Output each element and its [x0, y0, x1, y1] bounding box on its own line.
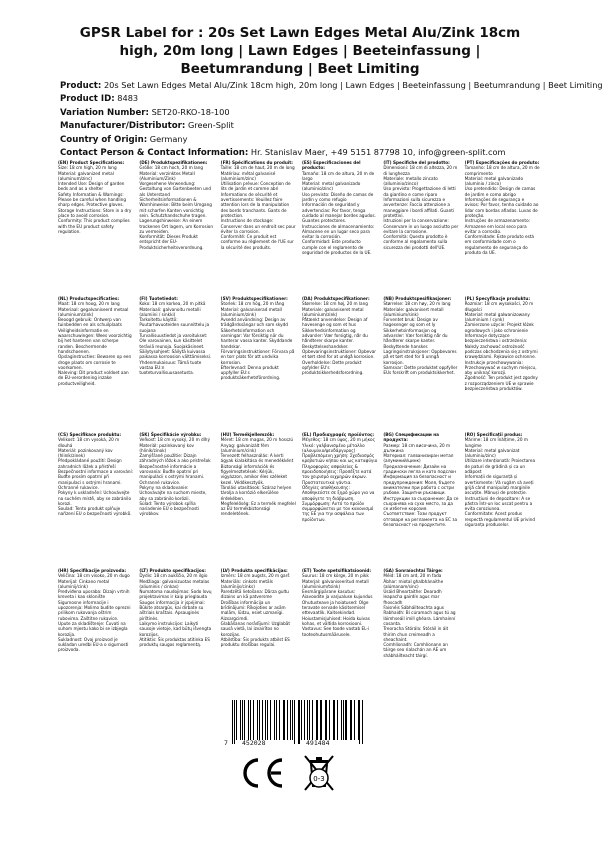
spec-heading: (EN) Product Specifications:	[58, 160, 125, 165]
barcode-bar	[292, 700, 293, 740]
variation-row: Variation Number: SET20-RKO-18-100	[60, 106, 230, 118]
spec-text: Maat: 18 cm hoog, 20 m lang Materiaal: gegalvaniseerd metaal (aluminium/zink) Beoogd gebruik: Ontwerp van tuinbedden en als schuilplaats Veiligheidsinformatie en waarschuwingen: Wees voorzichtig bij het hanteren van scherpe randen. Beschermende handschoenen. Opslaginstructies: Bewaren op een droge plaats om corrosie te voorkomen. Naleving: Dit product voldoet aan de EU-verordening inzake productveiligheid.	[58, 301, 132, 386]
spec-block	[221, 432, 296, 565]
spec-text: Dydis: 18 cm aukščio, 20 m ilgio Medžiaga: galvanizuotas metalas (aliuminis / cinkas) Numatoma naudojimas: Sodo lovų projektavimas ir kaip prieglauda Saugos informacija ir įspėjimai: Būkite atsargūs, kai dirbate su aštriais kraštais. Apsauginės pirštinės. Laikymo instrukcijos: Laikyti sausoje vietoje, kad būtų išvengta korozijos. Atitiktis: Šis produktas atitinka ES produktų saugos reglamentą.	[139, 573, 212, 648]
spec-heading: (LV) Produkta specifikācijas:	[220, 568, 288, 573]
spec-heading: (FI) Tuotetiedot:	[139, 296, 178, 301]
spec-text: Veľkosť: 18 cm vysoký, 20 m dlhý Materiál: pozinkovaný kov (hliník/zinok) Zamýšľané použitie: Dizajn záhradných lôžok a ako prístrešok Bezpečnostné informácie a varovania: Buďte opatrní pri manipulácii s ostrými hranami. Ochranné rukavice. Pokyny na skladovanie: Uchovávajte na suchom mieste, aby sa zabránilo korózii. Súlad: Tento výrobok spĺňa nariadenie EÚ o bezpečnosti výrobkov.	[139, 437, 211, 517]
spec-heading: (RO) Specificații produs:	[464, 432, 523, 437]
spec-heading: (HU) Termékjellemzők:	[220, 432, 275, 437]
spec-text: Dimensioni: 18 cm di altezza, 20 m di lunghezza Materiale: metallo zincato (alluminio/zinco) Uso previsto: Progettazione di letti da giardino e come riparo Informazioni sulla sicurezza e avvertenze: Faccia attenzione a maneggiare i bordi affilati. Guanti protettivi. Istruzioni per la conservazione: Conservare in un luogo asciutto per evitare la corrosione. Conformità: Questo prodotto è conforme al regolamento sulla sicurezza dei prodotti dell'UE.	[383, 165, 459, 250]
barcode-bar	[276, 700, 277, 740]
spec-text: Tamaño: 18 cm de altura, 20 m de largo Material: metal galvanizado (aluminio/zinc) Uso previsto: Diseño de camas de jardín y como refugio Información de seguridad y advertencias: Por favor, tenga cuidado al manejar bordes agudos. Guantes protectores. Instrucciones de almacenamiento: Almacene en un lugar seco para evitar la corrosión. Conformidad: Este producto cumple con el reglamento de seguridad de productos de la UE.	[302, 170, 376, 256]
barcode-bar	[362, 700, 363, 744]
spec-text: Méret: 18 cm magas, 20 m hosszú Anyag: galvanizált fém (alumínium/cink) Tervezett felhasználás: A kerti ágyak kialakítása és menedékként Biztonsági információk és figyelmeztetések: Kérjük, vigyázzon, amikor éles széleket kezel. Védőkesztyűk. Tárolási utasítások: Száraz helyen tárolja a korrózió elkerülése érdekében. Megfelelőség: Ez a termék megfelel az EU termékbiztonsági rendeletének.	[220, 437, 296, 517]
spec-block	[383, 568, 458, 701]
manufacturer-row: Manufacturer/Distributor: Green-Split	[60, 120, 234, 132]
spec-block	[139, 432, 214, 565]
spec-block	[383, 296, 458, 429]
barcode-bar	[317, 700, 318, 740]
barcode-bar	[290, 700, 291, 740]
spec-text: Размер: 18 cm височина, 20 m дължина Материал: галванизиран метал (алуминий/цинк) Предназначение: Дизайн на градински легла и като подслон Информация за безопасност и предупреждения: Моля, бъдете внимателни при работа с остри ръбове. Защитни ръкавици. Инструкции за съхранение: Да се съхранява на сухо място, за да се избегне корозия. Съответствие: Този продукт отговаря на регламента на ЕС за безопасност на продуктите.	[383, 442, 459, 528]
spec-heading: (EL) Προδιαγραφές προϊόντος:	[302, 432, 375, 437]
spec-text: Größe: 18 cm hoch, 20 m lang Material: verzinktes Metall (Aluminium/Zink) Vorgesehene Verwendung: Gestaltung von Gartenbeeten und als Unterstand Sicherheitsinformationen & Warnhinweise: Bitte beim Umgang mit scharfen Kanten vorsichtig sein. Schutzhandschuhe tragen. Lagerungshinweise: An einem trockenen Ort lagern, um Korrosion zu vermeiden. Konformität: Dieses Produkt entspricht der EU-Produktsicherheitsverordnung.	[139, 165, 214, 250]
barcode-bar	[309, 700, 310, 740]
barcode-bar	[345, 700, 347, 740]
spec-heading: (IT) Specifiche del prodotto:	[383, 160, 450, 165]
barcode-bar	[343, 700, 344, 740]
spec-block	[221, 160, 296, 293]
spec-text: Taille: 18 cm de haut, 20 m de long Matériau: métal galvanisé (aluminium/zinc) Utilisation prévue: Conception de lits de jardin et comme abri Informations de sécurité et avertissements: Veuillez faire attention lors de la manipulation des bords tranchants. Gants de protection. Instructions de stockage: Conserver dans un endroit sec pour éviter la corrosion. Conformité: Ce produit est conforme au règlement de l'UE sur la sécurité des produits.	[220, 165, 296, 250]
barcode-digit-first: 7	[224, 739, 228, 747]
specifications-grid	[58, 160, 540, 701]
spec-block	[383, 432, 458, 565]
barcode-digits-left: 452028	[242, 739, 266, 747]
contact-row: Contact Person & Contact Information: Hr. Stanislav Maer, +49 5151 87798 10, info@green-split.com	[60, 147, 506, 159]
spec-heading: (PT) Especificações do produto:	[464, 160, 540, 165]
barcode-bar	[294, 700, 295, 744]
product-row: Product: 20s Set Lawn Edges Metal Alu/Zink 18cm high, 20m long | Lawn Edges | Beeteinfassung | Beetumrandung | Beet Limiting	[60, 80, 603, 91]
barcode-bar	[234, 700, 235, 744]
barcode-bar	[265, 700, 266, 740]
spec-block	[302, 568, 377, 701]
spec-heading: (SV) Produktspecifikationer:	[220, 296, 288, 301]
spec-heading: (HR) Specifikacije proizvoda:	[58, 568, 127, 573]
barcode-bar	[333, 700, 334, 740]
spec-text: Størrelse: 18 cm høj, 20 m lang Materiale: galvaniseret metal (aluminium/zink) Påtænkt anvendelse: Design af havesenge og som et hus Sikkerhedsinformation og advarsler: Vær forsigtig, når du håndterer skarpe kanter. Beskyttelseshandsker. Opbevaringsinstruktioner: Opbevar et tørt sted for at undgå korrosion. Overholdelse: Dette produkt opfylder EU's produktsikkerhedsforordning.	[302, 301, 376, 376]
barcode-bar	[259, 700, 260, 740]
barcode-bar	[337, 700, 338, 740]
barcode-bar	[320, 700, 322, 740]
spec-block	[302, 160, 377, 293]
spec-heading: (DA) Produktspecifikationer:	[302, 296, 370, 301]
spec-block	[139, 568, 214, 701]
spec-heading: (ET) Toote spetsifikatsioonid:	[302, 568, 372, 573]
spec-block	[58, 432, 133, 565]
barcode-bar	[312, 700, 313, 740]
spec-heading: (LT) Produkto specifikacijos:	[139, 568, 206, 573]
barcode-bar	[283, 700, 284, 740]
barcode-bar	[279, 700, 280, 740]
spec-block	[221, 296, 296, 429]
barcode-bar	[253, 700, 254, 740]
spec-block	[58, 296, 133, 429]
spec-text: Méid: 18 cm ard, 20 m fada Ábhar: miotal ghalbhánaithe (alúmanam/sinc) Úsáid Bheartaithe: Dearadh leapacha gairdín agus mar fhoscadh Faisnéis Sábháilteachta agus Rabhaidh: Bí cúramach agus tú ag láimhseáil imill ghéara. Lámhainní cosanta. Treoracha Stórála: Stóráil in áit thirim chun creimeadh a sheachaint. Comhlíonadh: Comhlíonann an táirge seo rialachán an AE um shábháilteacht táirgí.	[383, 573, 456, 658]
spec-block	[465, 296, 540, 429]
barcode-bar	[354, 700, 355, 740]
barcode-bar	[242, 700, 243, 740]
spec-heading: (GA) Sonraíochtaí Táirge:	[383, 568, 443, 573]
spec-block	[465, 160, 540, 293]
spec-text: Storlek: 18 cm hög, 20 m lång Material: galvaniserad metall (aluminium/zink) Avsedd användning: Design av trädgårdssängar och som skydd Säkerhetsinformation och varningar: Var försiktig när du hanterar vassa kanter. Skyddande handskar. Förvaringsinstruktioner: Förvara på en torr plats för att undvika korrosion. Efterlevnad: Denna produkt uppfyller EU:s produktsäkerhetsförordning.	[220, 301, 295, 381]
spec-text: Velikost: 18 cm vysoká, 20 m dlouhá Materiál: pozinkovaný kov (hliník/zinek) Předpokládané použití: Design zahradních lůžek a přístřeší Bezpečnostní informace a varování: Buďte prosím opatrní při manipulaci s ostrými hranami. Ochranné rukavice. Pokyny k uskladnění: Uchovávejte na suchém místě, aby se zabránilo korozi. Soulad: Tento produkt splňuje nařízení EU o bezpečnosti výrobků.	[58, 437, 134, 517]
spec-text: Rozmiar: 18 cm wysokości, 20 m długości Materiał: metal galwanizowany (aluminium / cynk) Zamierzone użycie: Projekt łóżek ogrodowych i jako schronienie Informacje dotyczące bezpieczeństwa i ostrzeżenia: Należy zachować ostrożność podczas obchodzenia się z ostrymi krawędziami. Rękawice ochronne. Instrukcje przechowywania: Przechowywać w suchym miejscu, aby uniknąć korozji. Zgodność: Ten produkt jest zgodny z rozporządzeniem UE w sprawie bezpieczeństwa produktów.	[464, 301, 538, 392]
spec-text: Izmērs: 18 cm augsts, 20 m garš Materiāls: cinkots metāls (alumīnijs/cinks) Paredzētā lietošana: Dārza gultu dizains un kā patversme Drošības informācija un brīdinājumi: Rīkojoties ar asām malām, lūdzu, esiet uzmanīgi. Aizsargcimdi. Glabāšanas norādījumi: Uzglabāt sausā vietā, lai izvairītos no korozijas. Atbilstība: Šis produkts atbilst ES produktu drošības regulai.	[220, 573, 290, 648]
spec-block	[302, 432, 377, 565]
spec-text: Mărime: 18 cm înălțime, 20 m lungime Material: metal galvanizat (aluminiu/zinc) Utilizare intenționată: Proiectarea de paturi de grădină și ca un adăpost Informații de siguranță și avertismente: Vă rugăm să aveți grijă când manipulați marginile ascuțite. Mănuși de protecție. Instrucțiuni de depozitare: A se păstra într-un loc uscat pentru a evita coroziunea. Conformitate: Acest produs respectă regulamentul UE privind siguranța produselor.	[464, 437, 536, 528]
barcode-bar	[304, 700, 305, 740]
barcode-bar	[262, 700, 263, 740]
barcode-bar	[232, 700, 233, 744]
barcode-bar	[287, 700, 288, 740]
barcode-bar	[236, 700, 237, 740]
spec-text: Suurus: 18 cm kõrge, 20 m pikk Materjal: galvaniseeritud metall (alumiinium/tsink) Eesmärgipärane kasutus: Aiavoodite ja varjualuse kujundus Ohutusteave ja hoiatused: Olge teravate servade käsitsemisel ettevaatlik. Kaitsekindad. Hoiustamisjuhised: Hoida kuivas kohas, et vältida korrosiooni. Vastavus: See toode vastab EL-i tooteohutusmäärusele.	[302, 573, 373, 637]
barcode-digits-right: 491484	[306, 739, 330, 747]
spec-block	[58, 568, 133, 701]
spec-text: Μέγεθος: 18 cm ύψος, 20 m μήκος Υλικό: γαλβανισμένο μέταλλο (αλουμίνιο/ψευδάργυρος) Προβλεπόμενη χρήση: Σχεδιασμός κρεβατιών κήπου και ως καταφύγιο Πληροφορίες ασφαλείας & προειδοποιήσεις: Προσέξτε κατά τον χειρισμό αιχμηρών άκρων. Προστατευτικά γάντια. Οδηγίες αποθήκευσης: Αποθηκεύστε σε ξηρό χώρο για να αποφύγετε τη διάβρωση. Συμμόρφωση: Αυτό το προϊόν συμμορφώνεται με τον κανονισμό της ΕΕ για την ασφάλεια των προϊόντων.	[302, 437, 378, 522]
spec-heading: (PL) Specyfikacje produktu:	[464, 296, 531, 301]
barcode-bar	[341, 700, 342, 740]
barcode-bar	[250, 700, 251, 740]
barcode-bar	[359, 700, 360, 744]
barcode-bar	[316, 700, 317, 740]
svg-text:0-3: 0-3	[313, 775, 325, 783]
barcode-bar	[358, 700, 359, 740]
spec-block	[465, 432, 540, 565]
barcode-bar	[350, 700, 351, 740]
spec-text: Tamanho: 18 cm de altura, 20 m de comprimento Material: metal galvanizado (alumínio / zinco) Uso pretendido: Design de camas de jardim e como abrigo Informações de segurança e avisos: Por favor, tenha cuidado ao lidar com bordas afiadas. Luvas de proteção. Instruções de armazenamento: Armazene em local seco para evitar a corrosão. Conformidade: Este produto está em conformidade com o regulamento de segurança do produto da UE.	[464, 165, 540, 256]
spec-heading: (BG) Спецификации на продукта:	[383, 432, 439, 443]
spec-block	[383, 160, 458, 293]
barcode-bar	[307, 700, 308, 740]
barcode-bar	[298, 700, 300, 744]
spec-block	[302, 296, 377, 429]
barcode-bar	[244, 700, 245, 740]
spec-heading: (FR) Spécifications du produit:	[220, 160, 293, 165]
barcode-bar	[329, 700, 330, 740]
spec-text: Veličina: 18 cm visoko, 20 m dugo Materijal: Cinkano metal (aluminij/cink) Predviđena uporaba: Dizajn vrtnih kreveta i kao sklonište Sigurnosne informacije i upozorenja: Molimo budite oprezni prilikom rukovanja oštrim rubovima. Zaštitne rukavice. Upute za skladištenje: Čuvati na suhom mjestu kako bi se izbjegla korozija. Sukladnost: Ovaj proizvod je sukladan uredbi EU-a o sigurnosti proizvoda.	[58, 573, 131, 653]
barcode-bar	[334, 700, 335, 740]
spec-heading: (DE) Produktspezifikationen:	[139, 160, 208, 165]
origin-row: Country of Origin: Germany	[60, 133, 188, 145]
barcode-bar	[240, 700, 241, 740]
barcode-bar	[257, 700, 258, 740]
spec-text: Størrelse: 18 cm høy, 20 m lang Materiale: galvanisert metall (aluminium/sink) Forventet bruk: Design av hagesenger og som et ly Sikkerhetsinformasjon og advarsler: Vær forsiktig når du håndterer skarpe kanter. Beskyttende hansker. Lagringsinstruksjoner: Oppbevares på et tørt sted for å unngå korrosjon. Samsvar: Dette produktet oppfyller EUs forskrift om produktsikkerhet.	[383, 301, 458, 376]
spec-block	[139, 296, 214, 429]
spec-block	[58, 160, 133, 293]
spec-heading: (NB) Produktspesifikasjoner:	[383, 296, 452, 301]
barcode-bar	[301, 700, 302, 740]
spec-text: Koko: 18 cm korkea, 20 m pitkä Materiaali: galvanoitu metalli (alumiini / sinkki) Tarkoitettu käyttö: Puutarhavuoteiden suunnittelu ja suojana Turvallisuustiedot ja varoitukset: Ole varovainen, kun käsittelet teräviä reunoja. Suojakäsineet. Säilytysohjeet: Säilytä kuivassa paikassa korroosion välttämiseksi. Yhdenmukaisuus: Tämä tuote vastaa EU:n tuoteturvallisuusasetusta.	[139, 301, 212, 376]
barcode-bar	[270, 700, 271, 740]
spec-text: Size: 18 cm high, 20 m long Material: galvanized metal (aluminum/zinc) Intended Use: Design of garden beds and as a shelter Safety Information & Warnings: Please be careful when handling sharp edges. Protective gloves. Storage Instructions: Store in a dry place to avoid corrosion. Conformity: This product complies with the EU product safety regulation.	[58, 165, 132, 234]
barcode-bar	[274, 700, 275, 740]
barcode-bar	[326, 700, 327, 740]
weee-recycling-icon	[300, 752, 338, 796]
barcode-bars	[232, 700, 366, 740]
product-meta	[60, 79, 603, 159]
barcode-bar	[284, 700, 285, 740]
barcode	[224, 700, 374, 748]
spec-block	[221, 568, 296, 701]
spec-heading: (CS) Specifikace produktu:	[58, 432, 122, 437]
spec-heading: (SK) Špecifikácie výrobku:	[139, 432, 202, 437]
spec-heading: (NL) Productspecificaties:	[58, 296, 120, 301]
spec-block	[139, 160, 214, 293]
barcode-bar	[248, 700, 250, 740]
page-title: GPSR Label for : 20s Set Lawn Edges Metal Alu/Zink 18cm high, 20m long | Lawn Edges | Beeteinfassung | Beetumrandung | Beet Limiting	[79, 25, 521, 77]
product-id-row: Product ID: 8483	[60, 93, 139, 105]
barcode-bar	[351, 700, 352, 740]
barcode-bar	[267, 700, 269, 740]
barcode-bar	[325, 700, 326, 740]
ce-mark-icon	[238, 756, 286, 790]
spec-heading: (ES) Especificaciones del producto:	[302, 160, 361, 171]
